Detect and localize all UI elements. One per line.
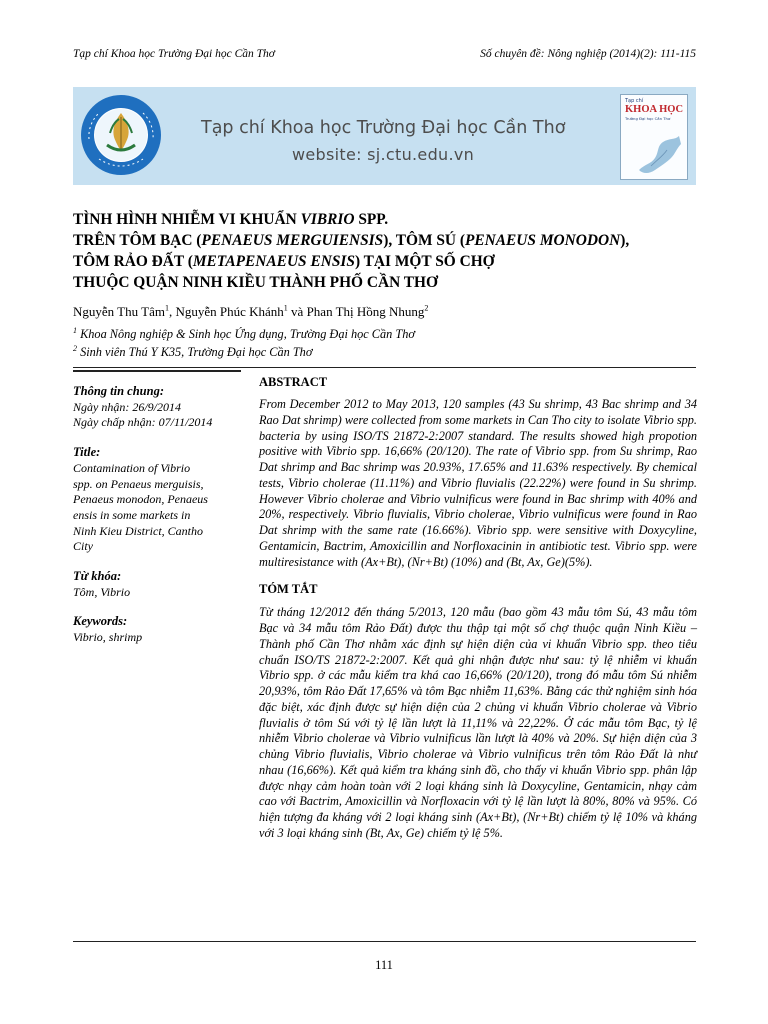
affiliation-marker: 1 — [73, 325, 77, 335]
title-italic-term: VIBRIO — [300, 211, 355, 228]
vn-keywords: Tôm, Vibrio — [73, 584, 131, 599]
english-title-line: Penaeus monodon, Penaeus — [73, 492, 208, 507]
title-italic-term: PENAEUS MERGUIENSIS — [201, 232, 384, 249]
title-text: TÌNH HÌNH NHIỄM VI KHUẨN — [73, 211, 301, 228]
affiliation-marker: 2 — [73, 343, 77, 353]
sidebar-divider — [73, 370, 241, 372]
english-title-line: spp. on Penaeus merguisis, — [73, 476, 204, 491]
journal-name: Tạp chí Khoa học Trường Đại học Cần Thơ — [73, 48, 275, 60]
title-line — [73, 209, 629, 230]
english-title-line: Ninh Kieu District, Cantho — [73, 523, 204, 538]
affiliation-text: Khoa Nông nghiệp & Sinh học Ứng dụng, Trường Đại học Cần Thơ — [77, 327, 415, 341]
page-number: 111 — [375, 958, 393, 972]
university-seal-icon — [79, 93, 163, 177]
english-title-line: City — [73, 539, 93, 554]
author-name: Nguyễn Thu Tâm — [73, 304, 165, 319]
affiliation-text: Sinh viên Thú Y K35, Trường Đại học Cần Thơ — [77, 345, 313, 359]
tom-tat-text: Từ tháng 12/2012 đến tháng 5/2013, 120 mẫu (bao gồm 43 mẫu tôm Sú, 43 mẫu tôm Bạc và 34 mẫu tôm Rảo Đất) được thu thập tại một số chợ thuộc quận Ninh Kiều – Thành phố Cần Thơ nhằm xác định sự hiện diện của vi khuẩn Vibrio spp. theo tiêu chuẩn ISO/TS 21872-2:2007. Kết quả ghi nhận được như sau: tỷ lệ nhiễm vi khuẩn Vibrio spp. ở các mẫu kiểm tra khá cao 16,66% (20/120), trong đó mẫu tôm Sú nhiễm 20,93%, tôm Rảo Đất 17,65% và tôm Bạc nhiễm 11,63%. Bằng các thử nghiệm sinh hóa đặc biệt, xác định được sự hiện diện của 2 chủng vi khuẩn Vibrio cholerae và Vibrio fluvialis ở tôm Sú với tỷ lệ lần lượt là 11,11% và 22,22%. Ở các mẫu tôm Bạc, tỷ lệ nhiễm Vibrio cholerae và Vibrio vulnificus lần lượt là 40% và 20%. Sự hiện diện của 3 chủng Vibrio fluvialis, Vibrio cholerae và Vibrio vulnificus trên tôm Rảo Đất là như nhau (16,66%). Kết quả kiểm tra kháng sinh đồ, cho thấy vi khuẩn Vibrio spp. phân lập được nhạy cảm hoàn toàn với 2 loại kháng sinh là Doxycyline, Gentamicin, nhạy cảm cao với Bactrim, Amoxicillin và Norfloxacin với tỷ lệ lần lượt là 80%, 80% và 95%. Có hiện tượng đa kháng với 2 loại kháng sinh (Ax+Bt), (Nr+Bt) chiếm tỷ lệ 10% và kháng với 3 loại kháng sinh (Bt, Ax, Ge) chiếm tỷ lệ 5%. — [259, 605, 697, 840]
abstract-heading: ABSTRACT — [259, 375, 328, 389]
title-text: ), — [620, 232, 630, 249]
banner-title: Tạp chí Khoa học Trường Đại học Cần Thơ — [201, 118, 566, 138]
vietnam-map-icon — [631, 130, 685, 176]
vn-keywords-heading: Từ khóa: — [73, 569, 122, 584]
author-affiliation-marker: 2 — [424, 303, 429, 313]
article-info-sidebar — [73, 384, 238, 646]
title-text: SPP. — [354, 211, 389, 228]
title-line — [73, 272, 629, 293]
en-keywords-heading: Keywords: — [73, 614, 128, 629]
affiliation-1 — [73, 327, 415, 342]
author-list — [73, 304, 428, 320]
title-line — [73, 251, 629, 272]
title-text: THUỘC QUẬN NINH KIỀU THÀNH PHỐ CẦN THƠ — [73, 274, 438, 291]
author-affiliation-marker: 1 — [283, 303, 288, 313]
abstract-column — [259, 375, 697, 842]
english-title-heading: Title: — [73, 445, 101, 460]
author-separator: và — [287, 304, 307, 319]
journal-cover-thumbnail — [620, 94, 688, 180]
running-header — [73, 48, 696, 66]
banner-website: website: sj.ctu.edu.vn — [292, 145, 475, 164]
title-text: TRÊN TÔM BẠC ( — [73, 232, 202, 249]
abstract-text: From December 2012 to May 2013, 120 samples (43 Su shrimp, 43 Bac shrimp and 34 Rao Dat shrimp) were collected from some markets in Can Tho city to isolate Vibrio spp. bacteria by using ISO/TS 21872-2:2007 standard. The results showed high propotion positive with Vibrio spp. 16,66% (20/120). The rate of Vibrio spp. from Su shrimp, Rao Dat shrimp and Bac shrimp was 20.93%, 17.65% and 11.63% respectively. By chemical tests, Vibrio cholerae (11.11%) and Vibrio fluvialis (22.22%) were found in Su shrimp. However Vibrio cholerae and Vibrio vulnificus were found in Bac shrimp with 40% and 20%, respectively. Vibrio fluvialis, Vibrio cholerae, Vibrio vulnificus were found in Rao Dat shrimp with the same rate (16.66%). Vibrio spp. were sensitive with Doxycyline, Gentamicin, Bactrim, Amoxicillin and Norfloxacinin in antibiotic test. Vibrio spp. were multiresistance with (Ax+Bt), (Nr+Bt) (10%) and (Bt, Ax, Ge)(5%). — [259, 397, 697, 569]
header-divider — [73, 367, 696, 368]
footer-divider — [73, 941, 696, 942]
author-name: Nguyễn Phúc Khánh — [175, 304, 284, 319]
tom-tat-heading: TÓM TẮT — [259, 582, 318, 597]
title-text: ) TẠI MỘT SỐ CHỢ — [354, 253, 495, 270]
english-title-line: ensis in some markets in — [73, 507, 191, 522]
issue-info: Số chuyên đề: Nông nghiệp (2014)(2): 111-115 — [480, 48, 696, 60]
date-accepted: Ngày chấp nhận: 07/11/2014 — [73, 415, 213, 430]
title-italic-term: PENAEUS MONODON — [465, 232, 621, 249]
title-italic-term: METAPENAEUS ENSIS — [192, 253, 355, 270]
author-separator: , — [168, 304, 176, 319]
author-name: Phan Thị Hồng Nhung — [306, 304, 425, 319]
title-line — [73, 230, 629, 251]
author-affiliation-marker: 1 — [164, 303, 169, 313]
date-received: Ngày nhận: 26/9/2014 — [73, 399, 181, 414]
article-title — [73, 209, 629, 293]
journal-banner — [73, 87, 696, 185]
cover-title: KHOA HỌC — [625, 104, 684, 115]
en-keywords: Vibrio, shrimp — [73, 630, 143, 645]
cover-subtitle: Trường Đại học Cần Thơ — [625, 116, 671, 121]
affiliation-2 — [73, 345, 312, 360]
title-text: TÔM RẢO ĐẤT ( — [73, 253, 193, 270]
english-title-line: Contamination of Vibrio — [73, 460, 191, 475]
title-text: ), TÔM SÚ ( — [383, 232, 465, 249]
general-info-heading: Thông tin chung: — [73, 384, 165, 398]
cover-top-text: Tạp chí — [625, 98, 644, 104]
